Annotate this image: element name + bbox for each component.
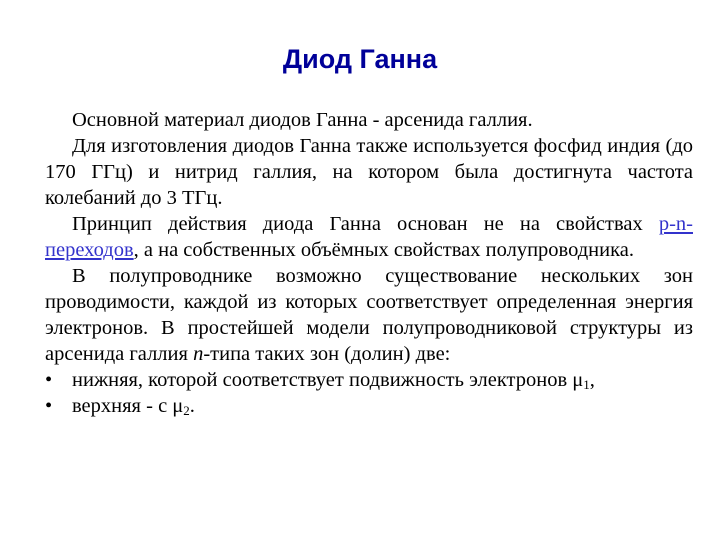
n-type-letter: n (193, 343, 204, 365)
bullet-tail: , (589, 369, 595, 391)
slide-body (45, 107, 693, 419)
zones-text-start: В полупроводнике возможно существование нескольких зон проводимости, каждой из которых соответствует определенная энергия электронов. В простейшей модели полупроводниковой структуры из арсенида галлия (45, 265, 693, 365)
paragraph-conduction-zones (45, 263, 693, 367)
upper-zone-text: верхняя - с μ (72, 395, 184, 417)
mobility-subscript: 1 (583, 377, 590, 392)
paragraph-principle (45, 211, 693, 263)
principle-text-start: Принцип действия диода Ганна основан не на свойствах (72, 213, 659, 235)
zones-bullet-list (45, 367, 693, 419)
bullet-icon: • (45, 369, 53, 391)
pn-junction-link[interactable]: p-n-переходов (45, 213, 693, 261)
zones-text-end: -типа таких зон (долин) две: (203, 343, 451, 365)
slide-title: Диод Ганна (282, 44, 438, 74)
list-item (45, 367, 693, 393)
bullet-text (72, 393, 195, 419)
list-item (45, 393, 693, 419)
mobility-subscript: 2 (183, 403, 190, 418)
paragraph-manufacturing: Для изготовления диодов Ганна также используется фосфид индия (до 170 ГГц) и нитрид галлия, на котором была достигнута частота колебаний до 3 ТГц. (45, 135, 693, 209)
principle-text-end: , а на собственных объёмных свойствах полупроводника. (133, 239, 634, 261)
bullet-icon: • (45, 395, 53, 417)
bullet-text (72, 367, 595, 393)
paragraph-main-material: Основной материал диодов Ганна - арсенида галлия. (72, 109, 533, 131)
lower-zone-text: нижняя, которой соответствует подвижность электронов μ (72, 369, 584, 391)
bullet-tail: . (189, 395, 195, 417)
